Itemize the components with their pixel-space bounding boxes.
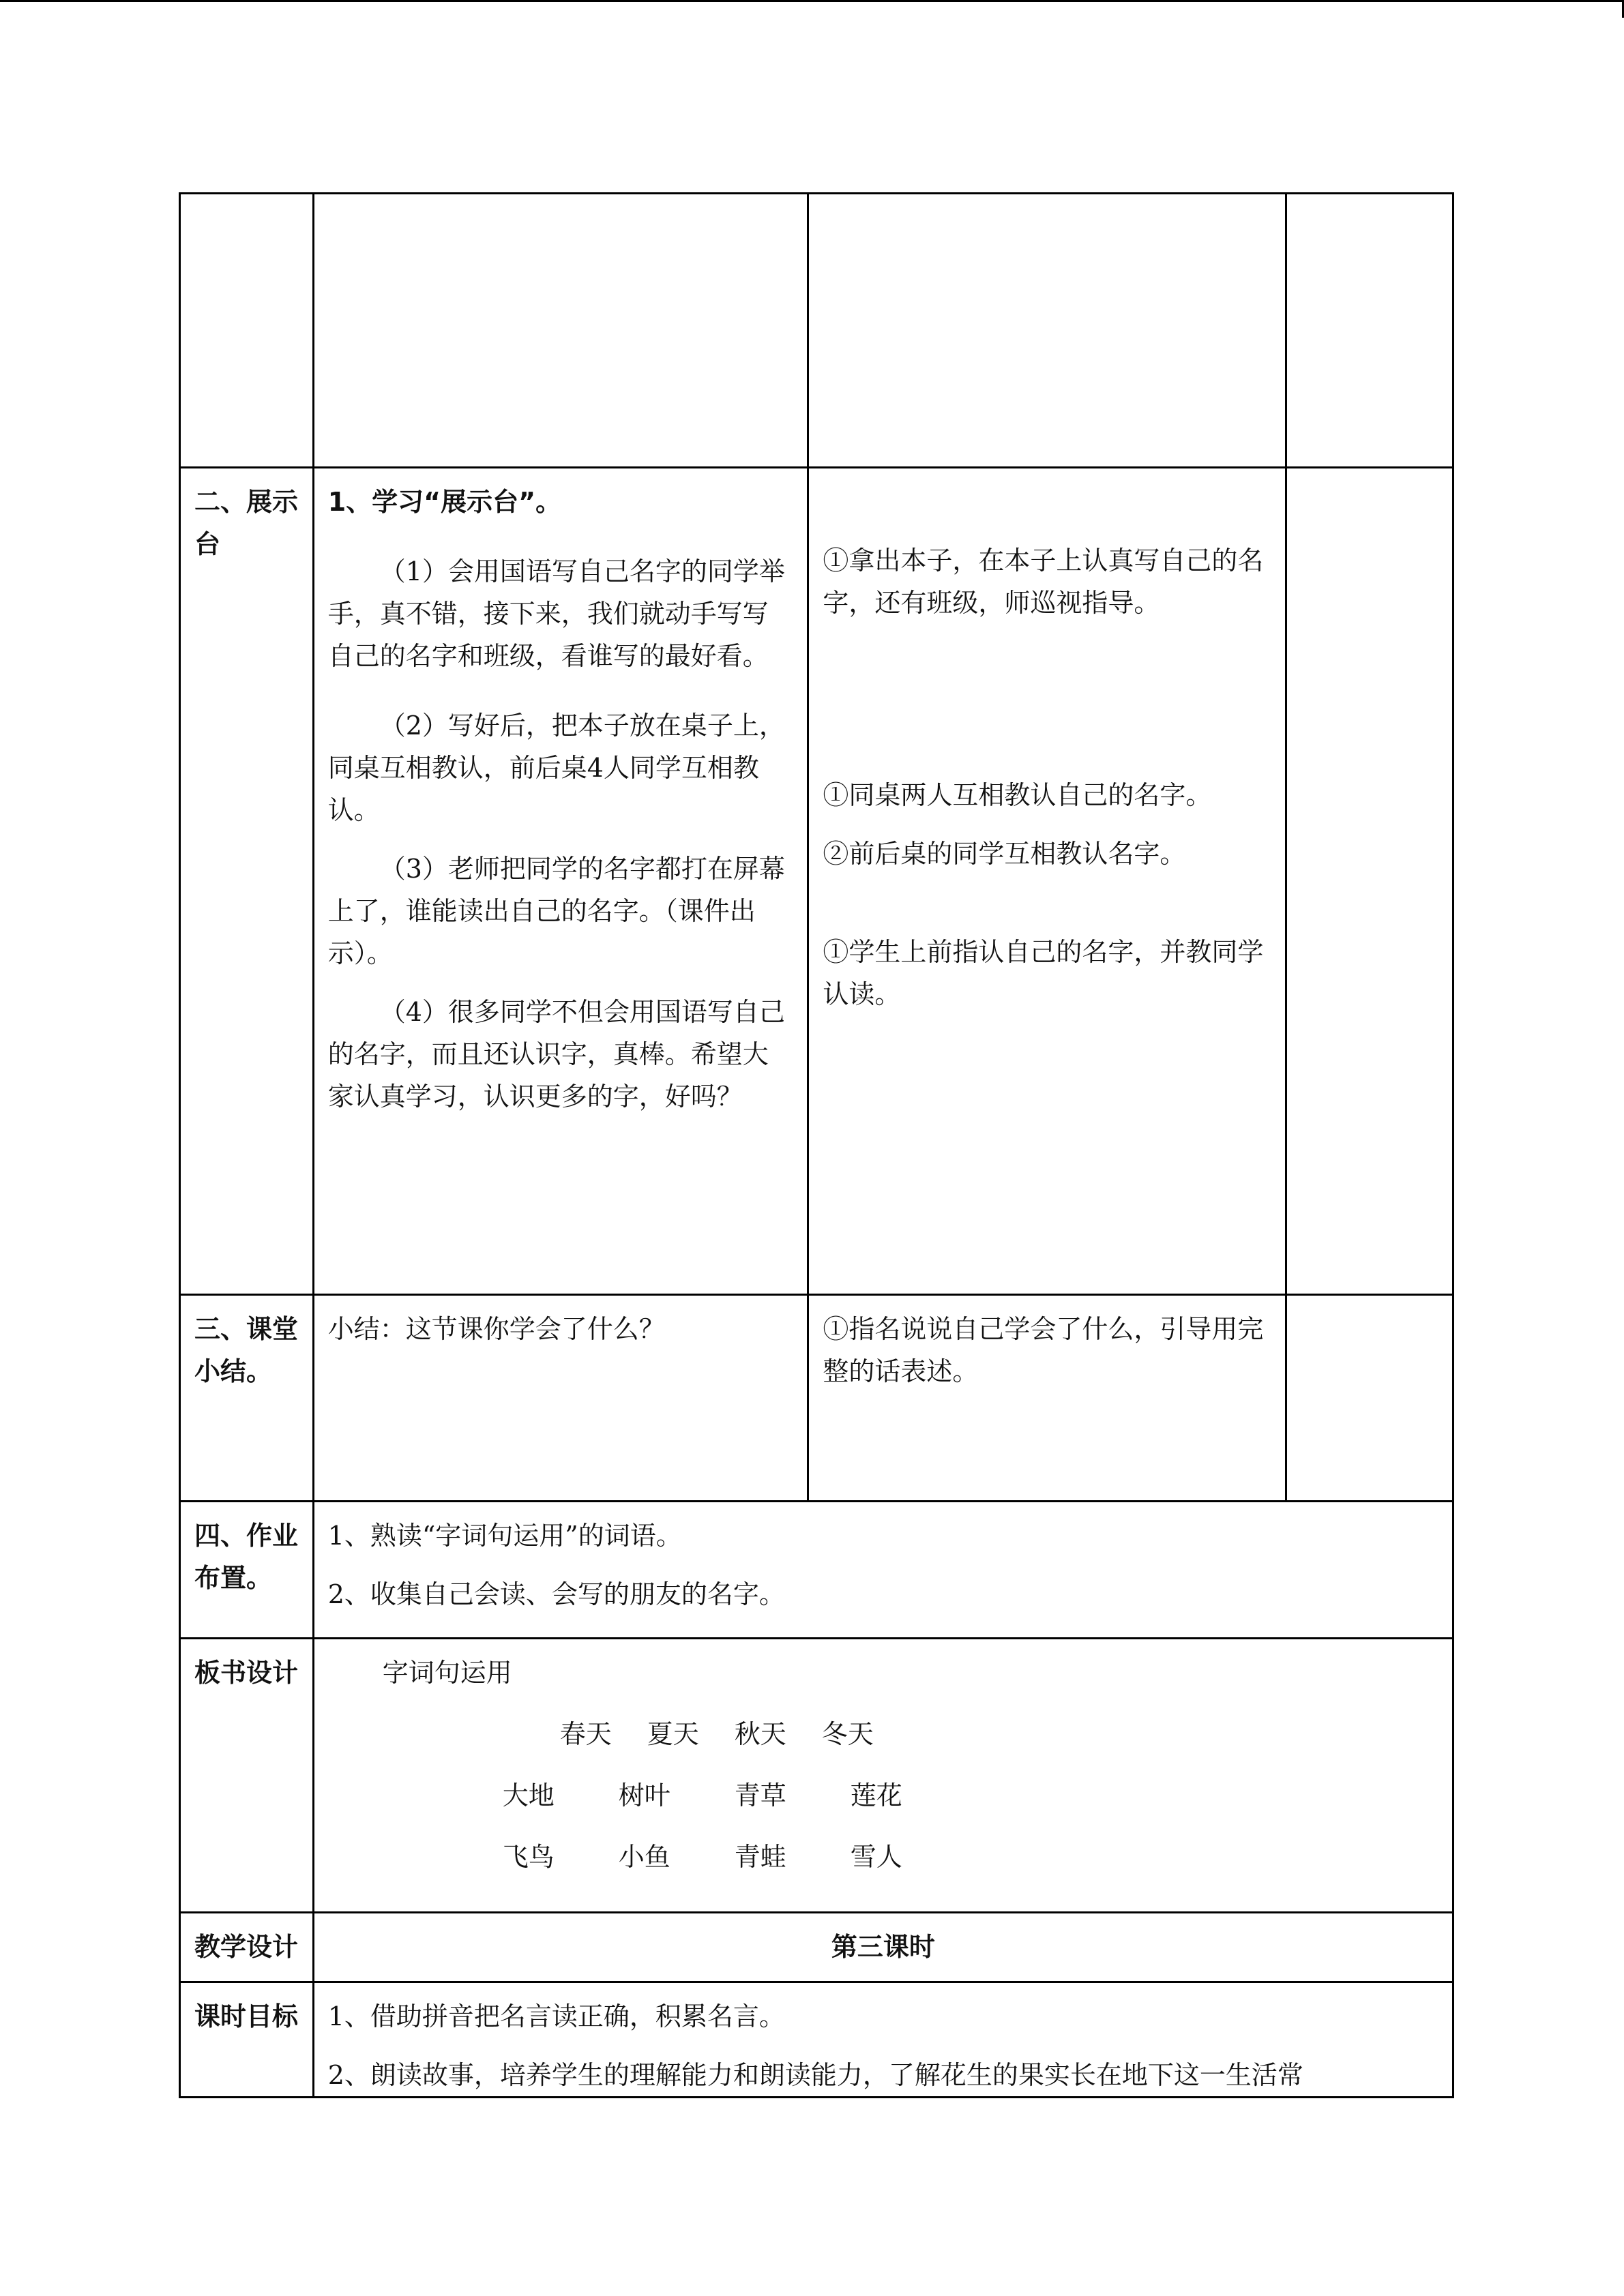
goal-item-2: 2、朗读故事，培养学生的理解能力和朗读能力，了解花生的果实长在地下这一生活常 [327,2060,1303,2090]
board-word: 树叶 [618,1780,670,1810]
teacher-step-2: （2）写好后，把本子放在桌子上，同桌互相教认，前后桌4人同学互相教认。 [327,711,785,825]
board-season-row [328,1713,1438,1755]
display-row [180,468,1453,1295]
board-word: 大地 [502,1780,555,1810]
summary-row [180,1295,1453,1502]
display-note-cell [1286,468,1453,1295]
student-step-4: ①学生上前指认自己的名字，并教同学认读。 [823,937,1264,1009]
blank-cell [180,194,314,468]
board-nature-row [328,1774,1438,1817]
board-word: 青蛙 [734,1842,786,1872]
student-step-3: ②前后桌的同学互相教认名字。 [823,839,1186,869]
board-content [313,1639,1453,1913]
board-word: 冬天 [821,1719,874,1749]
page-top-border [0,0,1624,2]
goal-item-1: 1、借助拼音把名言读正确，积累名言。 [327,2001,785,2031]
board-word: 秋天 [734,1719,786,1749]
board-row [180,1639,1453,1913]
board-animal-row [328,1836,1438,1878]
blank-row [180,194,1453,468]
teacher-step-4: （4）很多同学不但会用国语写自己的名字，而且还认识字，真棒。希望大家认真学习，认识更多的字，好吗？ [327,997,785,1112]
lesson-plan-table [179,192,1454,2098]
board-word: 莲花 [850,1780,902,1810]
board-word: 青草 [734,1780,786,1810]
display-label: 二、展示台 [180,468,314,1295]
summary-student: ①指名说说自己学会了什么，引导用完整的话表述。 [808,1295,1286,1502]
board-word: 飞鸟 [502,1842,555,1872]
homework-row [180,1502,1453,1639]
board-word: 夏天 [647,1719,699,1749]
blank-cell [1286,194,1453,468]
teacher-step-3: （3）老师把同学的名字都打在屏幕上了，谁能读出自己的名字。（课件出示）。 [327,854,785,968]
display-student-cell [808,468,1286,1295]
student-step-1: ①拿出本子，在本子上认真写自己的名字，还有班级，师巡视指导。 [823,546,1264,618]
summary-note-cell [1286,1295,1453,1502]
design-label: 教学设计 [180,1913,314,1982]
goals-row [180,1982,1453,2098]
board-label: 板书设计 [180,1639,314,1913]
board-title: 字词句运用 [382,1658,512,1688]
summary-teacher: 小结：这节课你学会了什么？ [313,1295,808,1502]
display-title: 1、学习“展示台”。 [327,487,562,517]
goals-label: 课时目标 [180,1982,314,2098]
display-teacher-cell [313,468,808,1295]
homework-content [313,1502,1453,1639]
summary-label: 三、课堂小结。 [180,1295,314,1502]
design-row [180,1913,1453,1982]
homework-item-1: 1、熟读“字词句运用”的词语。 [327,1521,682,1551]
design-value: 第三课时 [313,1913,1453,1982]
board-word: 小鱼 [618,1842,670,1872]
homework-item-2: 2、收集自己会读、会写的朋友的名字。 [327,1579,785,1609]
homework-label: 四、作业布置。 [180,1502,314,1639]
board-word: 雪人 [850,1842,902,1872]
blank-cell [313,194,808,468]
student-step-2: ①同桌两人互相教认自己的名字。 [823,780,1212,810]
blank-cell [808,194,1286,468]
goals-content [313,1982,1453,2098]
teacher-step-1: （1）会用国语写自己名字的同学举手，真不错，接下来，我们就动手写写自己的名字和班级，看谁写的最好看。 [327,556,785,671]
board-word: 春天 [559,1719,612,1749]
